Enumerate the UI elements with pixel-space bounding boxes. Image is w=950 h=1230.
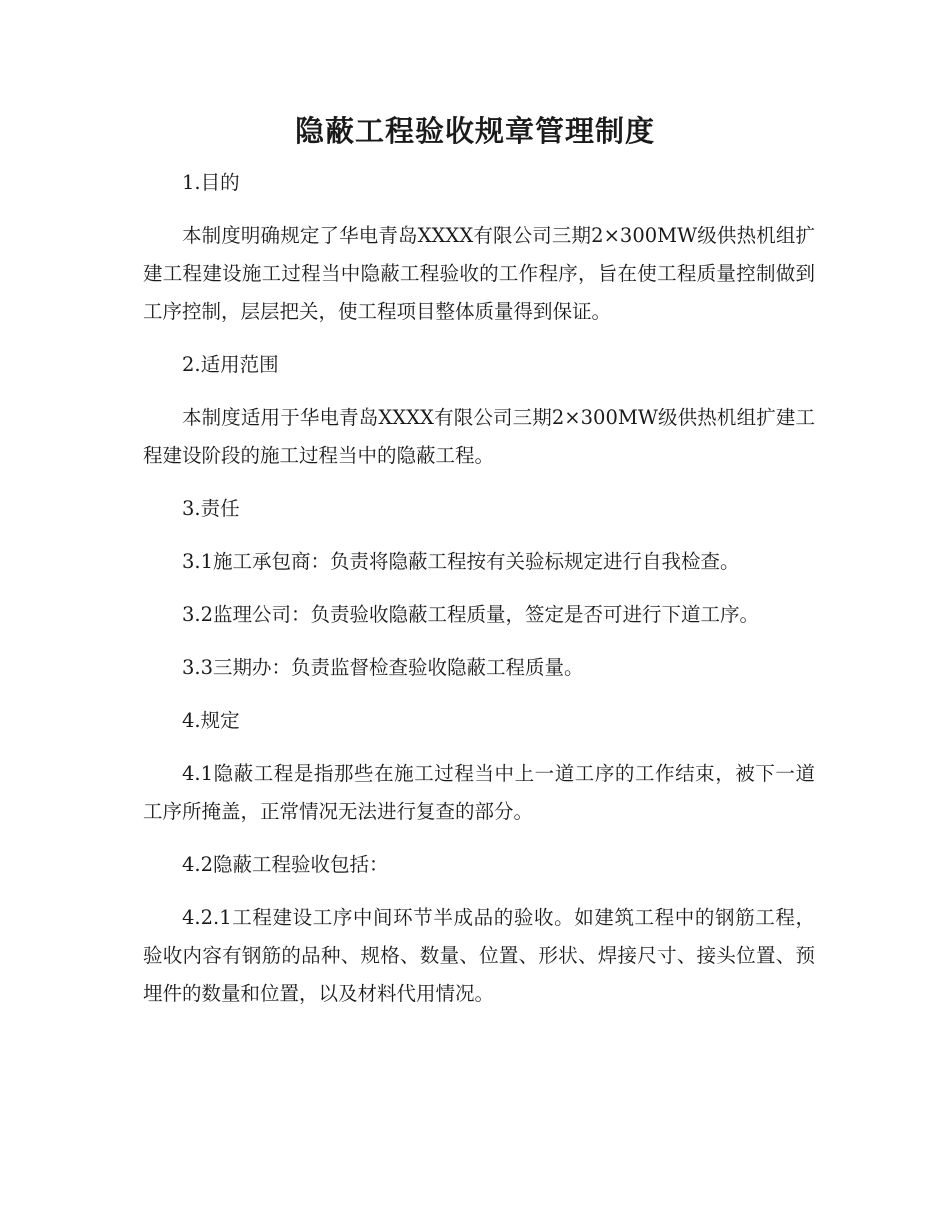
heading-responsibility: 3.责任 <box>182 497 240 520</box>
item-4-2-1: 4.2.1工程建设工序中间环节半成品的验收。如建筑工程中的钢筋工程，验收内容有钢筋的品种、规格、数量、位置、形状、焊接尺寸、接头位置、预埋件的数量和位置，以及材料代用情况。 <box>143 906 815 1005</box>
item-3-3: 3.3三期办：负责监督检查验收隐蔽工程质量。 <box>182 656 584 679</box>
heading-purpose: 1.目的 <box>182 171 240 194</box>
heading-scope: 2.适用范围 <box>182 353 279 376</box>
item-3-1: 3.1施工承包商：负责将隐蔽工程按有关验标规定进行自我检查。 <box>182 550 740 573</box>
item-4-2: 4.2隐蔽工程验收包括： <box>182 853 389 876</box>
paragraph-purpose: 本制度明确规定了华电青岛XXXX有限公司三期2×300MW级供热机组扩建工程建设施工过程当中隐蔽工程验收的工作程序，旨在使工程质量控制做到工序控制，层层把关，使工程项目整体质量得到保证。 <box>143 224 815 323</box>
item-4-1: 4.1隐蔽工程是指那些在施工过程当中上一道工序的工作结束，被下一道工序所掩盖，正常情况无法进行复查的部分。 <box>143 762 815 823</box>
document-title: 隐蔽工程验收规章管理制度 <box>294 114 655 148</box>
document-body <box>143 164 815 1028</box>
paragraph-scope: 本制度适用于华电青岛XXXX有限公司三期2×300MW级供热机组扩建工程建设阶段的施工过程当中的隐蔽工程。 <box>143 406 815 467</box>
item-3-2: 3.2监理公司：负责验收隐蔽工程质量，签定是否可进行下道工序。 <box>182 603 760 626</box>
heading-regulations: 4.规定 <box>182 709 240 732</box>
